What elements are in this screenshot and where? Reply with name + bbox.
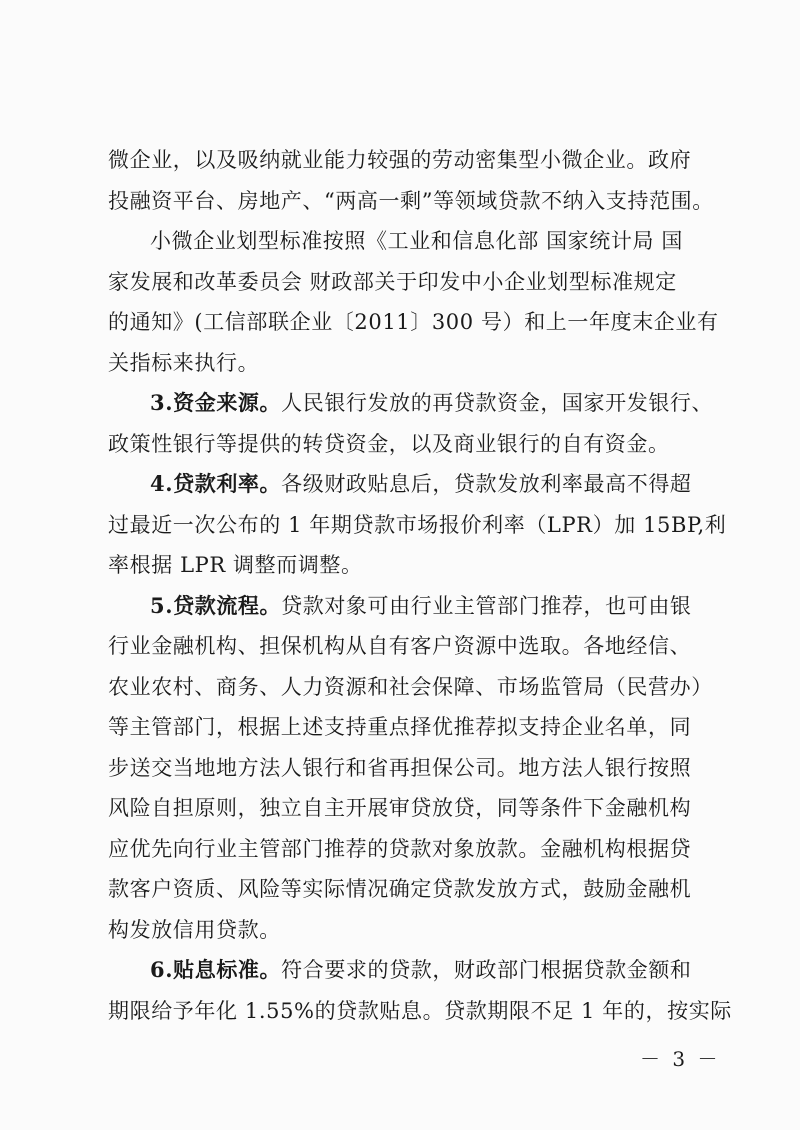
- section-heading: 3.资金来源。: [150, 390, 282, 415]
- line-text: 投融资平台、房地产、“两高一剩”等领域贷款不纳入支持范围。: [108, 188, 714, 213]
- line-text: 贷款对象可由行业主管部门推荐，也可由银: [281, 593, 692, 618]
- text-line: [108, 991, 732, 1032]
- text-line: [108, 748, 708, 789]
- line-text: 符合要求的贷款，财政部门根据贷款金额和: [281, 958, 692, 982]
- section-heading: 6.贴息标准。: [150, 957, 282, 982]
- line-text: 应优先向行业主管部门推荐的贷款对象放款。金融机构根据贷: [108, 836, 692, 861]
- text-line: [108, 829, 708, 870]
- text-line: [108, 424, 708, 465]
- text-line: [108, 464, 708, 505]
- text-line: [108, 950, 708, 991]
- text-line: [108, 545, 708, 586]
- line-text: 微企业，以及吸纳就业能力较强的劳动密集型小微企业。政府: [108, 148, 692, 172]
- text-line: [108, 221, 708, 262]
- line-text: 构发放信用贷款。: [108, 917, 281, 942]
- line-text: 步送交当地地方法人银行和省再担保公司。地方法人银行按照: [108, 755, 692, 780]
- body-text: [108, 140, 732, 1031]
- line-text: 各级财政贴息后，贷款发放利率最高不得超: [281, 472, 692, 496]
- line-text: 小微企业划型标准按照《工业和信息化部 国家统计局 国: [150, 229, 683, 253]
- line-text: 关指标来执行。: [108, 350, 260, 375]
- text-line: [108, 707, 708, 748]
- line-text: 家发展和改革委员会 财政部关于印发中小企业划型标准规定: [108, 269, 677, 294]
- line-text: 行业金融机构、担保机构从自有客户资源中选取。各地经信、: [108, 634, 692, 658]
- line-text: 政策性银行等提供的转贷资金，以及商业银行的自有资金。: [108, 431, 670, 456]
- text-line: [108, 262, 708, 303]
- section-heading: 4.贷款利率。: [150, 471, 282, 496]
- line-text: 款客户资质、风险等实际情况确定贷款发放方式，鼓励金融机: [108, 877, 692, 901]
- text-line: [108, 181, 714, 222]
- text-line: [108, 343, 708, 384]
- text-line: [108, 869, 708, 910]
- text-line: [108, 302, 719, 343]
- text-line: [108, 505, 727, 546]
- line-text: 过最近一次公布的 1 年期贷款市场报价利率（LPR）加 15BP,利: [108, 512, 727, 537]
- line-text: 农业农村、商务、人力资源和社会保障、市场监管局（民营办）: [108, 674, 713, 699]
- line-text: 风险自担原则，独立自主开展审贷放贷，同等条件下金融机构: [108, 796, 692, 820]
- page-number: － 3 －: [640, 1047, 721, 1071]
- text-line: [108, 140, 708, 181]
- text-line: [108, 910, 708, 951]
- line-text: 人民银行发放的再贷款资金，国家开发银行、: [281, 391, 714, 415]
- text-line: [108, 586, 708, 627]
- text-line: [108, 667, 713, 708]
- section-heading: 5.贷款流程。: [150, 592, 282, 618]
- line-text: 期限给予年化 1.55%的贷款贴息。贷款期限不足 1 年的，按实际: [108, 998, 732, 1023]
- line-text: 的通知》(工信部联企业〔2011〕300 号）和上一年度末企业有: [108, 310, 719, 334]
- line-text: 等主管部门，根据上述支持重点择优推荐拟支持企业名单，同: [108, 715, 692, 739]
- text-line: [108, 626, 708, 667]
- text-line: [108, 383, 714, 424]
- line-text: 率根据 LPR 调整而调整。: [108, 553, 363, 577]
- text-line: [108, 788, 708, 829]
